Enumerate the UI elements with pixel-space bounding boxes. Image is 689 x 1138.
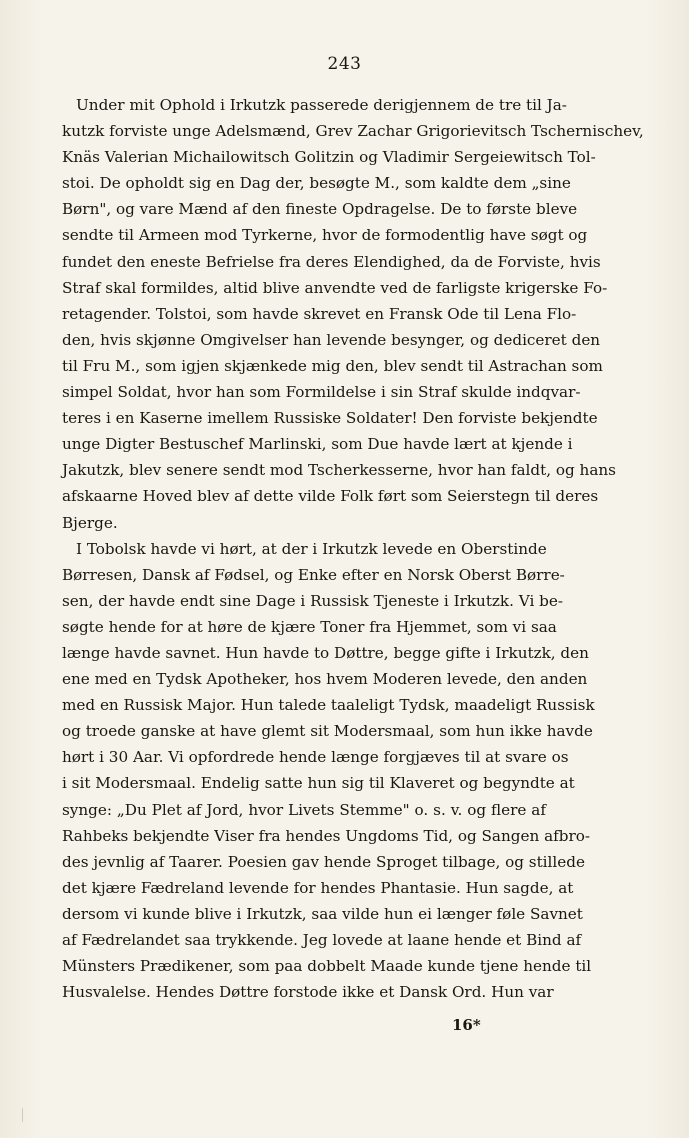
- text-line: til Fru M., som igjen skjænkede mig den, blev sendt til Astrachan som: [62, 356, 603, 375]
- body-text: [62, 92, 644, 1005]
- margin-mark: [22, 1108, 33, 1122]
- text-line: Husvalelse. Hendes Døttre forstode ikke et Dansk Ord. Hun var: [62, 983, 554, 1002]
- text-line: synge: „Du Plet af Jord, hvor Livets Stemme" o. s. v. og flere af: [62, 800, 546, 819]
- text-line: ene med en Tydsk Apotheker, hos hvem Moderen levede, den anden: [62, 670, 588, 689]
- text-line: hørt i 30 Aar. Vi opfordrede hende længe forgjæves til at svare os: [62, 748, 569, 767]
- text-line: unge Digter Bestuschef Marlinski, som Due havde lært at kjende i: [62, 435, 573, 454]
- text-line: Rahbeks bekjendte Viser fra hendes Ungdoms Tid, og Sangen afbro-: [62, 826, 591, 845]
- text-line: simpel Soldat, hvor han som Formildelse i sin Straf skulde indqvar-: [62, 383, 581, 402]
- text-line: retagender. Tolstoi, som havde skrevet en Fransk Ode til Lena Flo-: [62, 304, 577, 323]
- text-line: dersom vi kunde blive i Irkutzk, saa vilde hun ei længer føle Savnet: [62, 904, 583, 923]
- text-line: sen, der havde endt sine Dage i Russisk Tjeneste i Irkutzk. Vi be-: [62, 591, 564, 610]
- text-line: kutzk forviste unge Adelsmænd, Grev Zachar Grigorievitsch Tschernischev,: [62, 122, 644, 141]
- text-line: det kjære Fædreland levende for hendes Phantasie. Hun sagde, at: [62, 878, 574, 897]
- text-line: I Tobolsk havde vi hørt, at der i Irkutzk levede en Oberstinde: [76, 539, 547, 558]
- text-line: Jakutzk, blev senere sendt mod Tscherkesserne, hvor han faldt, og hans: [62, 461, 616, 480]
- printer-signature-mark: 16*: [452, 1016, 481, 1034]
- text-line: af Fædrelandet saa trykkende. Jeg lovede at laane hende et Bind af: [62, 931, 582, 949]
- text-line: teres i en Kaserne imellem Russiske Soldater! Den forviste bekjendte: [62, 409, 598, 428]
- page-number: 243: [327, 54, 362, 74]
- text-line: Under mit Ophold i Irkutzk passerede derigjennem de tre til Ja-: [76, 96, 567, 114]
- text-line: Bjerge.: [62, 513, 118, 532]
- text-line: Børn", og vare Mænd af den fineste Opdragelse. De to første bleve: [62, 200, 578, 219]
- text-line: længe havde savnet. Hun havde to Døttre, begge gifte i Irkutzk, den: [62, 643, 589, 662]
- text-line: des jevnlig af Taarer. Poesien gav hende Sproget tilbage, og stillede: [62, 852, 585, 871]
- text-line: Straf skal formildes, altid blive anvendte ved de farligste krigerske Fo-: [62, 278, 608, 297]
- text-line: sendte til Armeen mod Tyrkerne, hvor de formodentlig have søgt og: [62, 226, 588, 245]
- text-line: fundet den eneste Befrielse fra deres Elendighed, da de Forviste, hvis: [62, 252, 601, 271]
- text-line: stoi. De opholdt sig en Dag der, besøgte M., som kaldte dem „sine: [62, 174, 571, 193]
- text-line: søgte hende for at høre de kjære Toner fra Hjemmet, som vi saa: [62, 617, 557, 636]
- text-line: i sit Modersmaal. Endelig satte hun sig til Klaveret og begyndte at: [62, 774, 575, 793]
- text-line: med en Russisk Major. Hun talede taaleligt Tydsk, maadeligt Russisk: [62, 696, 595, 715]
- text-line: og troede ganske at have glemt sit Modersmaal, som hun ikke havde: [62, 722, 593, 741]
- text-line: Münsters Prædikener, som paa dobbelt Maade kunde tjene hende til: [62, 957, 592, 976]
- text-line: den, hvis skjønne Omgivelser han levende besynger, og dediceret den: [62, 330, 601, 349]
- text-line: Børresen, Dansk af Fødsel, og Enke efter en Norsk Oberst Børre-: [62, 565, 565, 584]
- text-line: afskaarne Hoved blev af dette vilde Folk ført som Seierstegn til deres: [62, 487, 599, 506]
- text-line: Knäs Valerian Michailowitsch Golitzin og Vladimir Sergeiewitsch Tol-: [62, 148, 596, 167]
